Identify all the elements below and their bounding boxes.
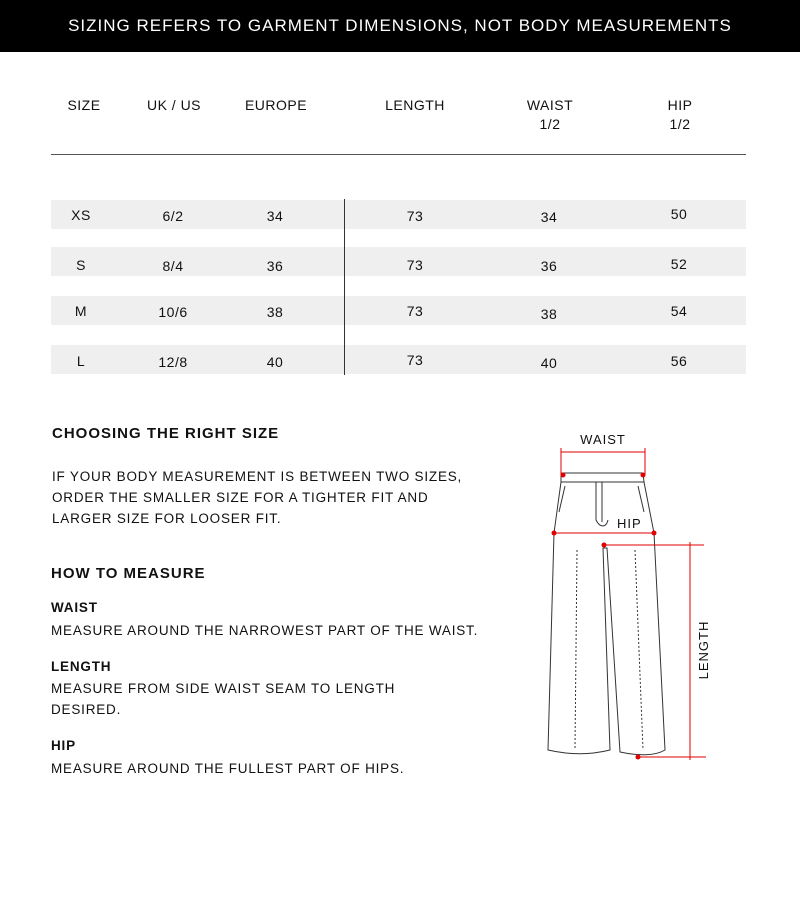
diagram-hip-label: HIP <box>617 516 642 531</box>
cell-europe: 38 <box>266 304 284 320</box>
cell-waist: 40 <box>540 355 558 371</box>
cell-hip: 54 <box>670 303 688 319</box>
header-europe: EUROPE <box>244 97 308 113</box>
diagram-length-label: LENGTH <box>696 620 711 680</box>
header-length: LENGTH <box>385 97 445 113</box>
cell-size: L <box>76 353 86 369</box>
cell-europe: 34 <box>266 208 284 224</box>
cell-uk-us: 12/8 <box>158 354 188 370</box>
choosing-line: ORDER THE SMALLER SIZE FOR A TIGHTER FIT AND <box>52 490 429 505</box>
cell-hip: 50 <box>670 206 688 222</box>
hip-text: MEASURE AROUND THE FULLEST PART OF HIPS. <box>51 761 405 776</box>
cell-hip: 56 <box>670 353 688 369</box>
trousers-diagram <box>530 420 730 780</box>
choosing-title: CHOOSING THE RIGHT SIZE <box>52 425 280 442</box>
waist-text: MEASURE AROUND THE NARROWEST PART OF THE WAIST. <box>51 623 479 638</box>
choosing-line: IF YOUR BODY MEASUREMENT IS BETWEEN TWO SIZES, <box>52 469 463 484</box>
cell-uk-us: 8/4 <box>162 258 184 274</box>
cell-europe: 36 <box>266 258 284 274</box>
cell-length: 73 <box>406 352 424 368</box>
header-divider <box>51 154 746 155</box>
header-waist: WAIST 1/2 <box>526 97 574 132</box>
choosing-text <box>52 466 462 529</box>
diagram-waist-label: WAIST <box>580 432 626 447</box>
column-divider <box>344 199 345 375</box>
header-uk-us: UK / US <box>146 97 202 113</box>
length-text <box>51 678 395 720</box>
header-hip: HIP 1/2 <box>667 97 693 132</box>
length-label: LENGTH <box>51 659 112 674</box>
cell-size: M <box>74 303 88 319</box>
choosing-line: LARGER SIZE FOR LOOSER FIT. <box>52 511 282 526</box>
cell-hip: 52 <box>670 256 688 272</box>
cell-uk-us: 10/6 <box>158 304 188 320</box>
length-text-line: MEASURE FROM SIDE WAIST SEAM TO LENGTH <box>51 681 396 696</box>
cell-length: 73 <box>406 257 424 273</box>
how-to-measure-title: HOW TO MEASURE <box>51 565 206 582</box>
hip-label: HIP <box>51 738 76 753</box>
header-size: SIZE <box>67 97 101 113</box>
cell-length: 73 <box>406 303 424 319</box>
cell-length: 73 <box>406 208 424 224</box>
cell-europe: 40 <box>266 354 284 370</box>
waist-label: WAIST <box>51 600 98 615</box>
cell-waist: 36 <box>540 258 558 274</box>
cell-uk-us: 6/2 <box>162 208 184 224</box>
cell-size: S <box>76 257 86 273</box>
length-text-line: DESIRED. <box>51 702 122 717</box>
page-banner: SIZING REFERS TO GARMENT DIMENSIONS, NOT BODY MEASUREMENTS <box>0 0 800 52</box>
cell-waist: 34 <box>540 209 558 225</box>
cell-size: XS <box>71 207 91 223</box>
cell-waist: 38 <box>540 306 558 322</box>
